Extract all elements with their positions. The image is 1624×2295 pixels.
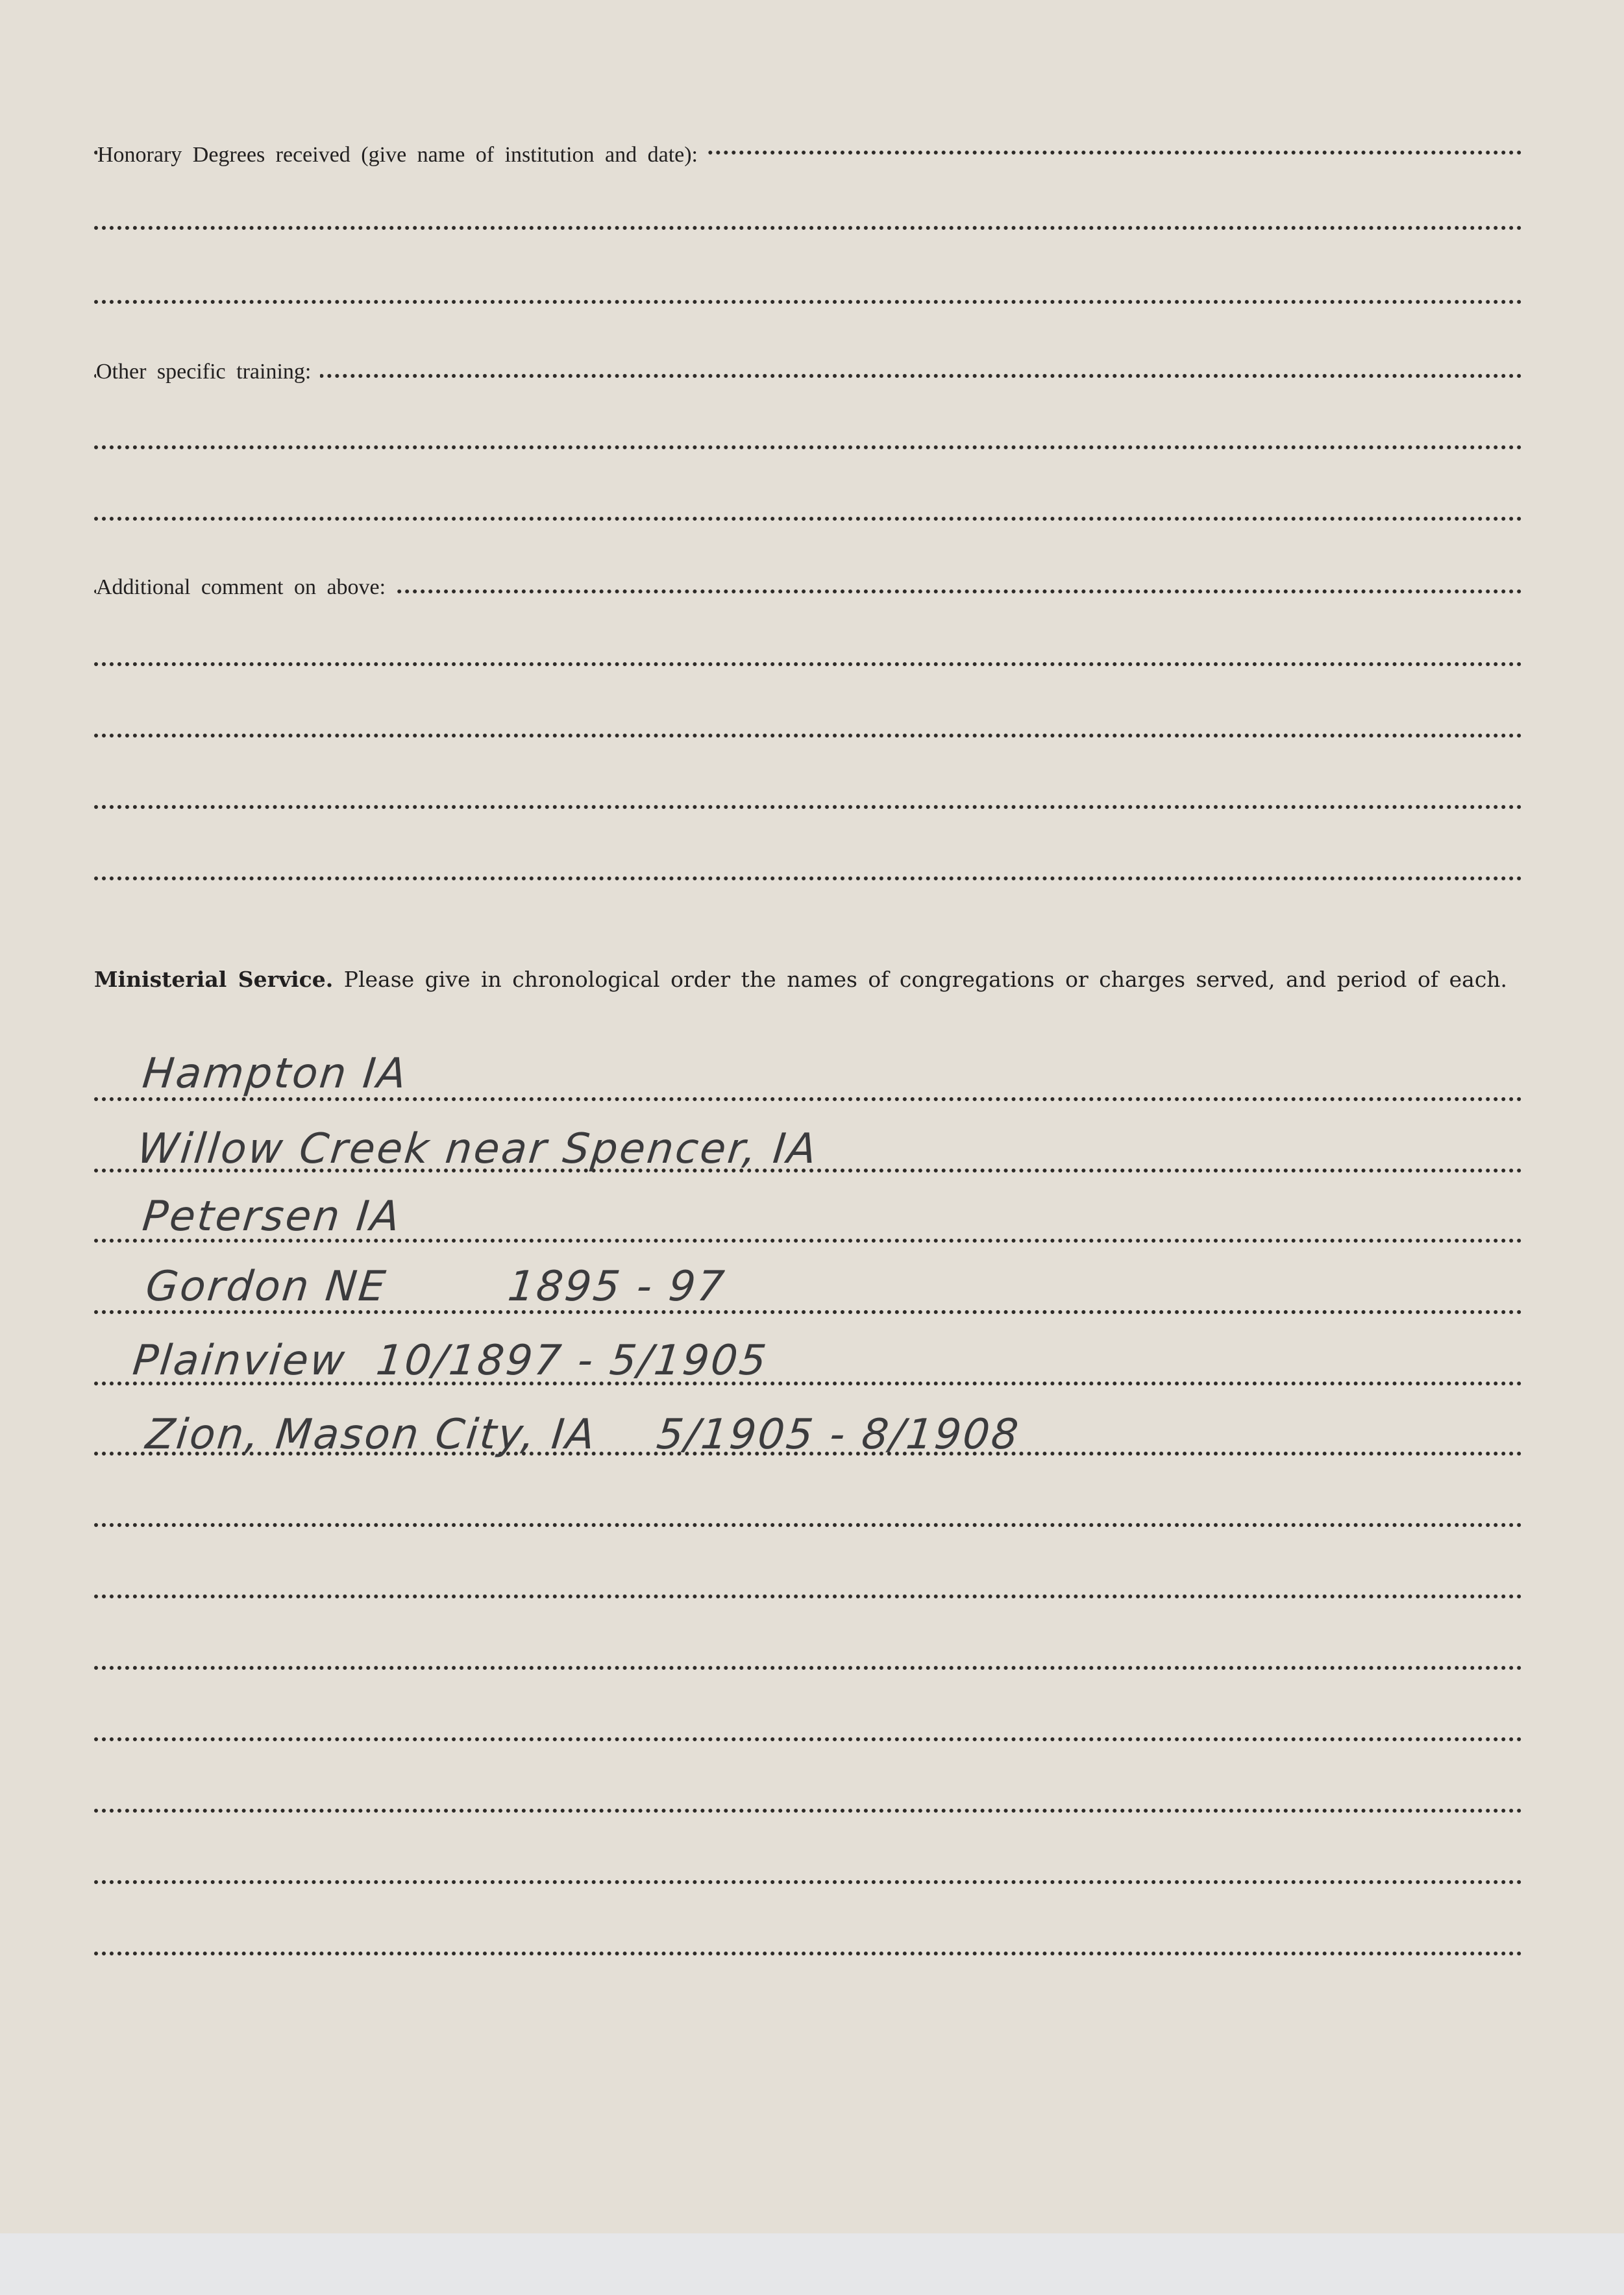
service-line-12 (94, 1880, 1522, 1884)
entry-hampton: Hampton IA (140, 1050, 411, 1098)
comment-line-5 (94, 876, 1522, 880)
entry-willow-creek: Willow Creek near Spencer, IA (135, 1125, 820, 1173)
honorary-label: Honorary Degrees received (give name of institution and date): (97, 144, 707, 166)
training-line-3 (94, 517, 1522, 521)
service-line-7 (94, 1523, 1522, 1527)
ministerial-instructions (94, 960, 1522, 1000)
service-line-9 (94, 1666, 1522, 1670)
entry-petersen: Petersen IA (140, 1193, 404, 1241)
comment-line-2 (94, 662, 1522, 666)
comment-line-3 (94, 734, 1522, 738)
service-line-8 (94, 1594, 1522, 1598)
ministerial-text: Please give in chronological order the names of congregations or charges served, and period of each. (333, 967, 1508, 992)
honorary-line-3 (94, 300, 1522, 304)
bleed-through (389, 266, 406, 324)
training-label: Other specific training: (96, 361, 320, 383)
comment-label: Additional comment on above: (96, 577, 395, 599)
ministerial-heading: Ministerial Service. (94, 967, 334, 992)
entry-zion: Zion, Mason City, IA 5/1905 - 8/1908 (143, 1411, 1023, 1459)
training-line-2 (94, 445, 1522, 449)
scan-background (0, 2233, 1624, 2295)
entry-plainview: Plainview 10/1897 - 5/1905 (130, 1337, 770, 1385)
service-line-11 (94, 1809, 1522, 1813)
honorary-line-2 (94, 226, 1522, 230)
service-line-13 (94, 1952, 1522, 1955)
comment-line-4 (94, 805, 1522, 809)
entry-gordon: Gordon NE 1895 - 97 (143, 1263, 728, 1311)
service-line-10 (94, 1737, 1522, 1741)
